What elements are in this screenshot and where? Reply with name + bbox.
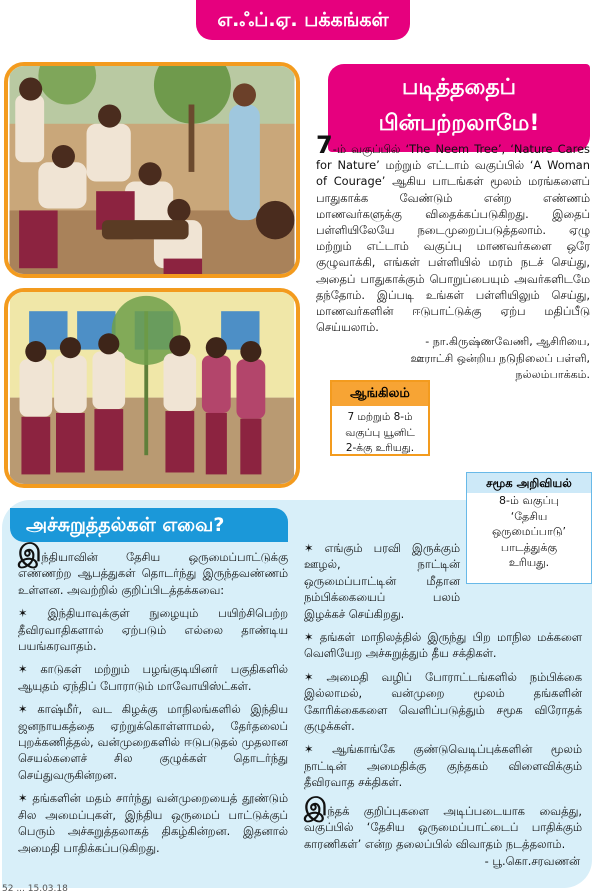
- author-name: - நா.கிருஷ்ணவேணி, ஆசிரியை,: [425, 335, 590, 348]
- threats-left-column: [18, 539, 288, 863]
- threat-item: ✶ காஷ்மீர், வட கிழக்கு மாநிலங்களில் இந்திய ஜனநாயகத்தை ஏற்றுக்கொள்ளாமல், தேர்தலைப் புறக்கணித்தல், வன்முறைகளில் ஈடுபடுதல் முதலான செயல்களைச் சில குழுக்கள் தொடர்ந்து செய்துவருகின்றன.: [18, 702, 288, 782]
- author-place: நல்லம்பாக்கம்.: [515, 368, 590, 381]
- english-box-line: வகுப்பு யூனிட்: [345, 426, 415, 439]
- star-bullet-icon: ✶: [304, 630, 314, 645]
- article-body: [316, 131, 590, 335]
- photo-students-planting: [4, 62, 300, 278]
- threats-title: அச்சுறுத்தல்கள் எவை?: [10, 508, 288, 542]
- english-box-line: 7 மற்றும் 8-ம்: [347, 411, 413, 423]
- threat-item: ✶ அமைதி வழிப் போராட்டங்களில் நம்பிக்கை இல்லாமல், வன்முறை மூலம் தங்களின் கோரிக்கைகளை வெளிப்படுத்தும் சமூக விரோதக் குழுக்கள்.: [304, 669, 582, 734]
- social-box-line: உரியது.: [508, 556, 550, 569]
- article-author: [340, 334, 590, 384]
- threats-right-column: [304, 540, 582, 859]
- students-with-sapling-illustration: [8, 292, 296, 484]
- article-text: -ம் வகுப்பில் ‘The Neem Tree’, ‘Nature Cares for Nature’ மற்றும் எட்டாம் வகுப்பில் ‘A Woman of Courage’ ஆகிய பாடங்கள் மூலம் மரங்களைப் பாதுகாக்க வேண்டும் என்ற எண்ணம் மாணவர்களுக்கு விதைக்கப்படுகிறது. இதைப் பள்ளியிலேயே நடைமுறைப்படுத்தலாம். ஏழு மற்றும் எட்டாம் வகுப்பு மாணவர்களை ஒரே குழுவாக்கி, எங்கள் பள்ளியில் மரம் நடச் செய்து, அதைப் பாதுகாக்கும் பொறுப்பையும் அவர்களிடமே தந்தோம். இப்படி உங்கள் பள்ளியிலும் செய்து, மாணவர்களின் ஈடுபாட்டுக்கு ஏற்ப மதிப்பீடு செய்யலாம்.: [316, 142, 590, 335]
- threat-item: ✶ எங்கும் பரவி இருக்கும் ஊழல், நாட்டின் ஒருமைப்பாட்டின் மீதான நம்பிக்கையைப் பலம் இழக்கச் செய்கிறது.: [304, 541, 460, 621]
- social-box-line: ஒருமைப்பாடு’: [491, 525, 567, 538]
- page-footer: 52 ... 15.03.18: [2, 884, 68, 892]
- social-box-line: 8-ம் வகுப்பு: [499, 494, 559, 507]
- article-title-line2: பின்பற்றலாமே!: [378, 111, 540, 136]
- threat-item: ✶ ஆங்காங்கே குண்டுவெடிப்புக்களின் மூலம் நாட்டின் அமைதிக்கு குந்தகம் விளைவிக்கும் தீவிரவாத சக்திகள்.: [304, 742, 582, 790]
- star-bullet-icon: ✶: [18, 791, 28, 806]
- article-dropcap: 7: [316, 131, 333, 159]
- english-subject-box: [330, 380, 430, 456]
- star-bullet-icon: ✶: [18, 702, 28, 717]
- english-box-heading: ஆங்கிலம்: [332, 382, 428, 406]
- star-bullet-icon: ✶: [304, 669, 314, 684]
- threat-item: ✶ தங்களின் மதம் சார்ந்து வன்முறையைத் தூண்டும் சில அமைப்புகள், இந்திய ஒருமைப் பாட்டுக்குப் பெரும் அச்சுறுத்தலாகத் திகழ்கின்றன. இதனால் அமைதி பாதிக்கப்படுகிறது.: [18, 791, 288, 855]
- english-box-body: [332, 406, 428, 457]
- intro-dropcap: இ: [18, 539, 42, 567]
- article-title-line1: படித்ததைப்: [401, 75, 517, 100]
- closing-dropcap: இ: [304, 792, 328, 821]
- threats-closing: இந்தக் குறிப்புகளை அடிப்படையாக வைத்து, வகுப்பில் ‘தேசிய ஒருமைப்பாட்டைப் பாதிக்கும் காரணிகள்’ என்ற தலைப்பில் விவாதம் நடத்தலாம்.: [304, 792, 582, 851]
- author-school: ஊராட்சி ஒன்றிய நடுநிலைப் பள்ளி,: [410, 351, 590, 365]
- star-bullet-icon: ✶: [18, 606, 28, 621]
- section-header-tab: எ.ஃப்.ஏ. பக்கங்கள்: [196, 0, 410, 40]
- social-box-line: பாடத்துக்கு: [500, 540, 558, 554]
- threat-item: ✶ இந்தியாவுக்குள் நுழையும் பயிற்சிபெற்ற தீவிரவாதிகளால் ஏற்படும் எல்லை தாண்டிய பயங்கரவாதம்.: [18, 606, 288, 654]
- social-box-line: ‘தேசிய: [510, 509, 548, 523]
- threats-intro: இந்தியாவின் தேசிய ஒருமைப்பாட்டுக்கு எண்ணற்ற ஆபத்துகள் தொடர்ந்து இருந்தவண்ணம் உள்ளன. அவற்றில் குறிப்பிடத்தக்கவை:: [18, 539, 288, 597]
- threats-signer: - பூ.கொ.சரவணன்: [484, 854, 580, 868]
- threat-item: ✶ காடுகள் மற்றும் பழங்குடியினர் பகுதிகளில் ஆயுதம் ஏந்திப் போராடும் மாவோயிஸ்ட்கள்.: [18, 662, 288, 693]
- threat-item: ✶ தங்கள் மாநிலத்தில் இருந்து பிற மாநில மக்களை வெளியேற அச்சுறுத்தும் தீய சக்திகள்.: [304, 630, 583, 661]
- social-box-heading: சமூக அறிவியல்: [467, 473, 591, 493]
- star-bullet-icon: ✶: [304, 742, 314, 757]
- star-bullet-icon: ✶: [18, 662, 28, 677]
- students-planting-illustration: [8, 66, 296, 274]
- photo-students-with-sapling: [4, 288, 300, 488]
- star-bullet-icon: ✶: [304, 541, 314, 555]
- english-box-line: 2-க்கு உரியது.: [345, 442, 415, 454]
